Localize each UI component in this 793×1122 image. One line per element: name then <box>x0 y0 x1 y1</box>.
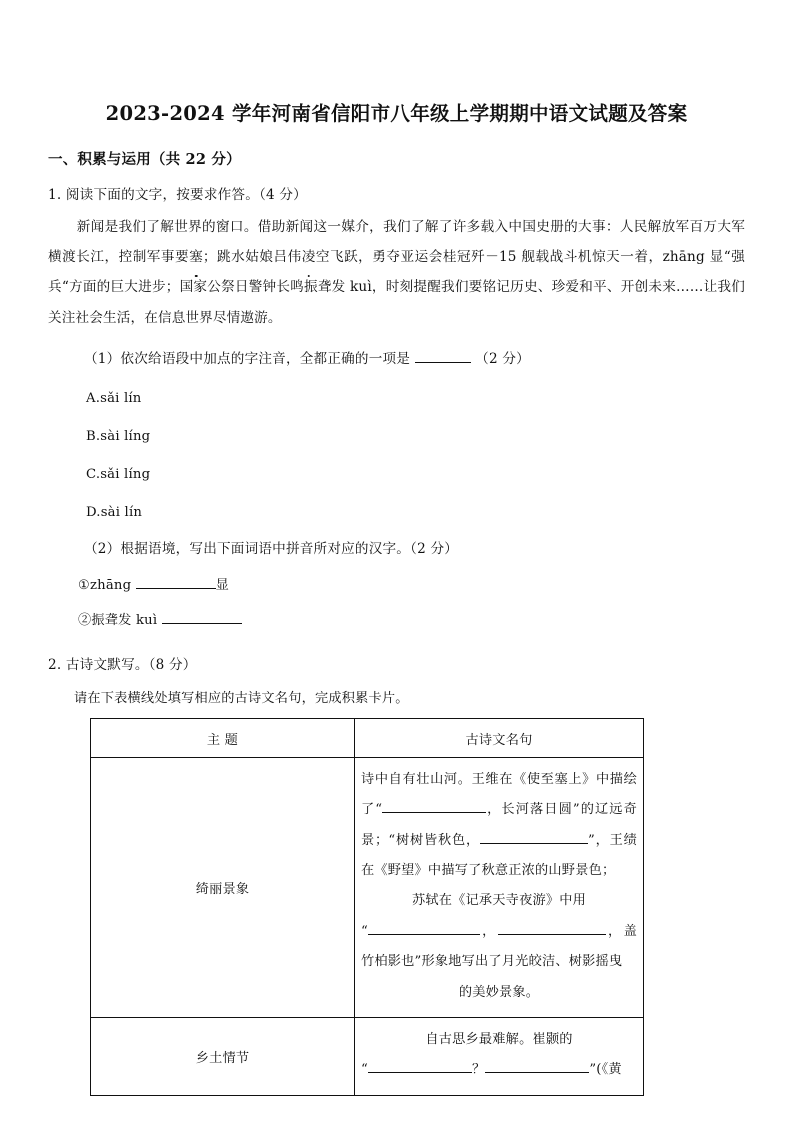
verse2-part-4: ”(《黄 <box>589 1062 622 1078</box>
verse-part-6: ， <box>479 923 498 939</box>
answer-blank-verse-5[interactable] <box>368 1072 472 1073</box>
poem-memorization-table <box>90 718 644 1096</box>
verse-cell-homesickness <box>355 1017 644 1095</box>
passage-line-2b: ；跳水姑娘吕伟 <box>202 249 302 266</box>
passage-line-2c: 空飞跃，勇夺亚运会桂冠歼－15 舰载战斗机惊天一着， <box>315 249 663 266</box>
sub-2-item-2-prefix: ②振聋发 kuì <box>78 612 158 628</box>
column-header-theme: 主 题 <box>91 719 355 758</box>
page-title: 2023-2024 学年河南省信阳市八年级上学期期中语文试题及答案 <box>105 102 688 125</box>
verse2-part-2: “ <box>361 1062 368 1078</box>
sub-1-prefix: （1）依次给语段中加点的字注音，全都正确的一项是 <box>84 350 411 367</box>
emphasis-char-ling: 凌 <box>302 242 316 272</box>
sub-2-item-2 <box>48 596 745 631</box>
verse2-part-1: 自古思乡最难解。崔颢的 <box>425 1031 573 1047</box>
verse2-part-3: ？ <box>471 1062 486 1078</box>
passage-line-1: 新闻是我们了解世界的窗口。借助新闻这一媒介，我们了解了许多载入中国史册的大事：人民解放军 <box>76 219 690 236</box>
option-b[interactable]: B.sài líng <box>86 428 151 444</box>
verse-part-5: “ <box>361 923 368 939</box>
answer-blank-verse-2[interactable] <box>480 843 588 844</box>
table-header-row <box>91 719 644 758</box>
theme-cell-homesickness: 乡土情节 <box>91 1017 355 1095</box>
answer-blank-verse-3[interactable] <box>368 934 480 935</box>
question-2-instruction: 请在下表横线处填写相应的古诗文名句，完成积累卡片。 <box>74 691 409 707</box>
answer-blank-sub-1[interactable] <box>415 362 471 363</box>
column-header-verse: 古诗文名句 <box>355 719 644 758</box>
verse-part-2: ，长河落日圆”的辽远奇景；“树树皆秋色， <box>361 802 637 848</box>
option-c[interactable]: C.sǎi líng <box>86 466 151 482</box>
sub-1-suffix: （2 分） <box>475 350 530 367</box>
verse-cell-scenery <box>355 758 644 1018</box>
answer-blank-verse-4[interactable] <box>498 934 606 935</box>
verse-part-7: ，盖竹柏影也”形象地写出了月光皎洁、树影摇曳 <box>361 923 637 970</box>
sub-2-item-1-prefix: ①zhāng <box>78 577 132 593</box>
passage-line-3: zhāng 显“强兵“方面的巨大进步；国家公祭日警钟长鸣振聋发 kuì，时刻提醒我们要铭记历史、珍爱和平、 <box>48 249 745 296</box>
answer-blank-verse-1[interactable] <box>382 812 486 813</box>
answer-blank-zhang[interactable] <box>136 588 216 589</box>
option-d[interactable]: D.sài lín <box>86 504 143 520</box>
question-1-stem: 1. 阅读下面的文字，按要求作答。（4 分） <box>48 187 307 204</box>
question-2-stem: 2. 古诗文默写。（8 分） <box>48 657 197 674</box>
passage-line-2a: 百万大军横渡长江，控制军事要 <box>48 219 745 266</box>
table-row <box>91 758 644 1018</box>
verse-part-4: 苏轼在《记承天寺夜游》中用 <box>411 893 587 909</box>
question-1-sub-1 <box>48 333 745 371</box>
answer-blank-kui[interactable] <box>162 623 242 624</box>
verse-part-1: 诗中自有壮山河。王维在《使至塞上》中描绘了“ <box>361 772 637 818</box>
verse-part-8: 的美妙景象。 <box>458 984 540 1000</box>
emphasis-char-sai: 塞 <box>189 242 203 272</box>
question-1-passage <box>48 206 745 333</box>
sub-2-item-1 <box>48 561 745 596</box>
question-1-sub-2-prompt: （2）根据语境，写出下面词语中拼音所对应的汉字。（2 分） <box>84 541 459 558</box>
passage-line-4: 开创未来……让我们关注社会生活，在信息世界尽情遨游。 <box>48 279 745 326</box>
table-row <box>91 1017 644 1095</box>
verse-part-3: ”，王绩在《野望》中描写了秋意正浓的山野景色； <box>361 832 638 879</box>
option-a[interactable]: A.sǎi lín <box>86 390 142 406</box>
section-heading: 一、积累与运用（共 22 分） <box>48 151 241 169</box>
theme-cell-scenery: 绮丽景象 <box>91 758 355 1018</box>
answer-blank-verse-6[interactable] <box>485 1072 589 1073</box>
sub-2-item-1-suffix: 显 <box>215 577 230 593</box>
